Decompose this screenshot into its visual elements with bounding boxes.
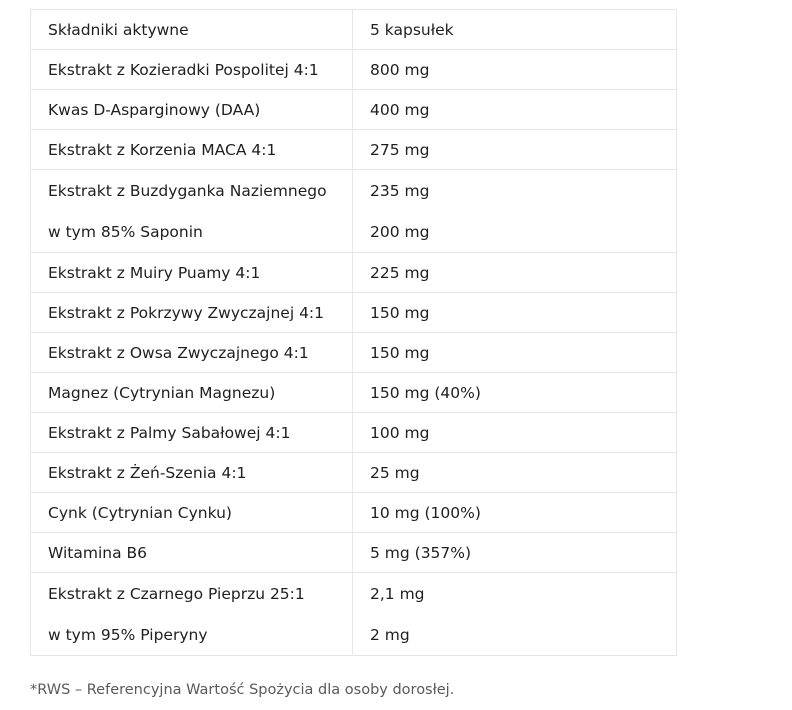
amount-cell: 2 mg	[353, 614, 677, 656]
amount-cell: 100 mg	[353, 413, 677, 453]
amount-cell: 5 kapsułek	[353, 10, 677, 50]
amount-cell: 150 mg (40%)	[353, 373, 677, 413]
amount-cell: 200 mg	[353, 211, 677, 253]
amount-cell: 225 mg	[353, 253, 677, 293]
table-row	[31, 413, 677, 453]
ingredient-cell: w tym 95% Piperyny	[31, 614, 353, 656]
ingredient-cell: Ekstrakt z Żeń-Szenia 4:1	[31, 453, 353, 493]
ingredient-cell: Magnez (Cytrynian Magnezu)	[31, 373, 353, 413]
table-row	[31, 533, 677, 573]
table-row	[31, 170, 677, 212]
amount-cell: 800 mg	[353, 50, 677, 90]
table-row	[31, 253, 677, 293]
amount-cell: 10 mg (100%)	[353, 493, 677, 533]
ingredient-cell: Ekstrakt z Buzdyganka Naziemnego	[31, 170, 353, 212]
amount-cell: 150 mg	[353, 293, 677, 333]
table-row	[31, 90, 677, 130]
ingredient-cell: Ekstrakt z Kozieradki Pospolitej 4:1	[31, 50, 353, 90]
table-row	[31, 614, 677, 656]
amount-cell: 235 mg	[353, 170, 677, 212]
amount-cell: 2,1 mg	[353, 573, 677, 615]
table-row	[31, 453, 677, 493]
ingredient-cell: Ekstrakt z Pokrzywy Zwyczajnej 4:1	[31, 293, 353, 333]
ingredient-cell: w tym 85% Saponin	[31, 211, 353, 253]
table-row	[31, 493, 677, 533]
table-row	[31, 130, 677, 170]
ingredient-cell: Ekstrakt z Czarnego Pieprzu 25:1	[31, 573, 353, 615]
amount-cell: 400 mg	[353, 90, 677, 130]
ingredients-table-container	[30, 9, 676, 656]
ingredient-cell: Ekstrakt z Palmy Sabałowej 4:1	[31, 413, 353, 453]
table-row	[31, 333, 677, 373]
table-row	[31, 10, 677, 50]
amount-cell: 275 mg	[353, 130, 677, 170]
ingredient-cell: Ekstrakt z Owsa Zwyczajnego 4:1	[31, 333, 353, 373]
table-row	[31, 373, 677, 413]
ingredient-cell: Witamina B6	[31, 533, 353, 573]
amount-cell: 5 mg (357%)	[353, 533, 677, 573]
ingredient-cell: Składniki aktywne	[31, 10, 353, 50]
table-row	[31, 293, 677, 333]
table-row	[31, 573, 677, 615]
amount-cell: 150 mg	[353, 333, 677, 373]
rws-footnote: *RWS – Referencyjna Wartość Spożycia dla osoby dorosłej.	[30, 682, 455, 698]
table-row	[31, 50, 677, 90]
table-row	[31, 211, 677, 253]
ingredient-cell: Ekstrakt z Muiry Puamy 4:1	[31, 253, 353, 293]
ingredient-cell: Kwas D-Asparginowy (DAA)	[31, 90, 353, 130]
ingredient-cell: Ekstrakt z Korzenia MACA 4:1	[31, 130, 353, 170]
amount-cell: 25 mg	[353, 453, 677, 493]
ingredients-table	[30, 9, 677, 656]
ingredient-cell: Cynk (Cytrynian Cynku)	[31, 493, 353, 533]
